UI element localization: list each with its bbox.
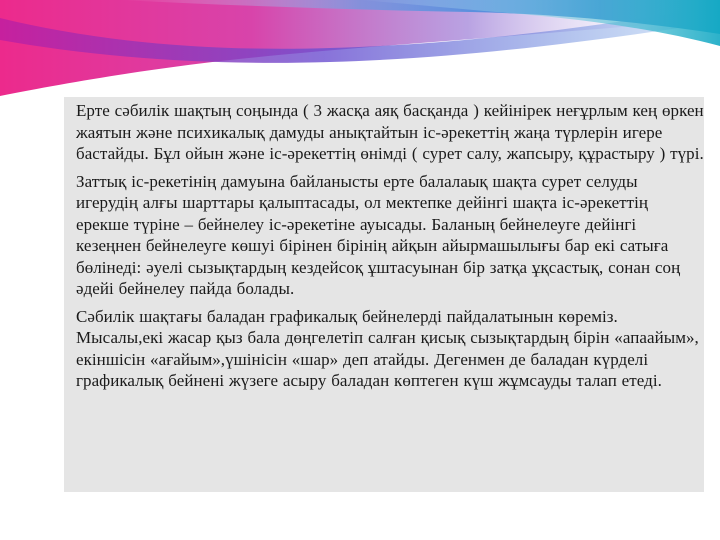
decorative-swoosh-header	[0, 0, 720, 110]
paragraph-3: Сәбилік шақтағы баладан графикалық бейнелерді пайдалатынын көреміз. Мысалы,екі жасар қыз бала дөңгелетіп салған қисық сызықтардың бірін «апаайым», екіншісін «ағайым»,үшінісін «шар» деп атайды. Дегенмен де баладан күрделі графикалық бейнені жүзеге асыру баладан көптеген күш жұмсауды талап етеді.	[76, 306, 699, 390]
paragraph-2: Заттық іс-рекетінің дамуына байланысты ерте балалаық шақта сурет селуды игерудің алғы шарттары қалыптасады, ол мектепке дейінгі шақта іс-әрекеттің ерекше түріне – бейнелеу іс-әрекетіне ауысады. Баланың бейнелеуге дейінгі кезеңнен бейнелеуге көшуі бірінен бірінің айқын айырмашылығы бар екі сатыға бөлінеді: әуелі сызықтардың кездейсоқ ұштасуынан бір затқа ұқсастық, сонан соң әдейі бейнелеу пайда болады.	[76, 171, 681, 298]
text-panel	[64, 97, 704, 492]
paragraph-1: Ерте сәбилік шақтың соңында ( 3 жасқа аяқ басқанда ) кейінірек неғұрлым кең өркен жаятын және психикалық дамуды анықтайтын іс-әрекеттің жаңа түрлерін игере бастайды. Бұл ойын және іс-әрекеттің өнімді ( сурет салу, жапсыру, құрастыру ) түрі.	[76, 101, 704, 163]
